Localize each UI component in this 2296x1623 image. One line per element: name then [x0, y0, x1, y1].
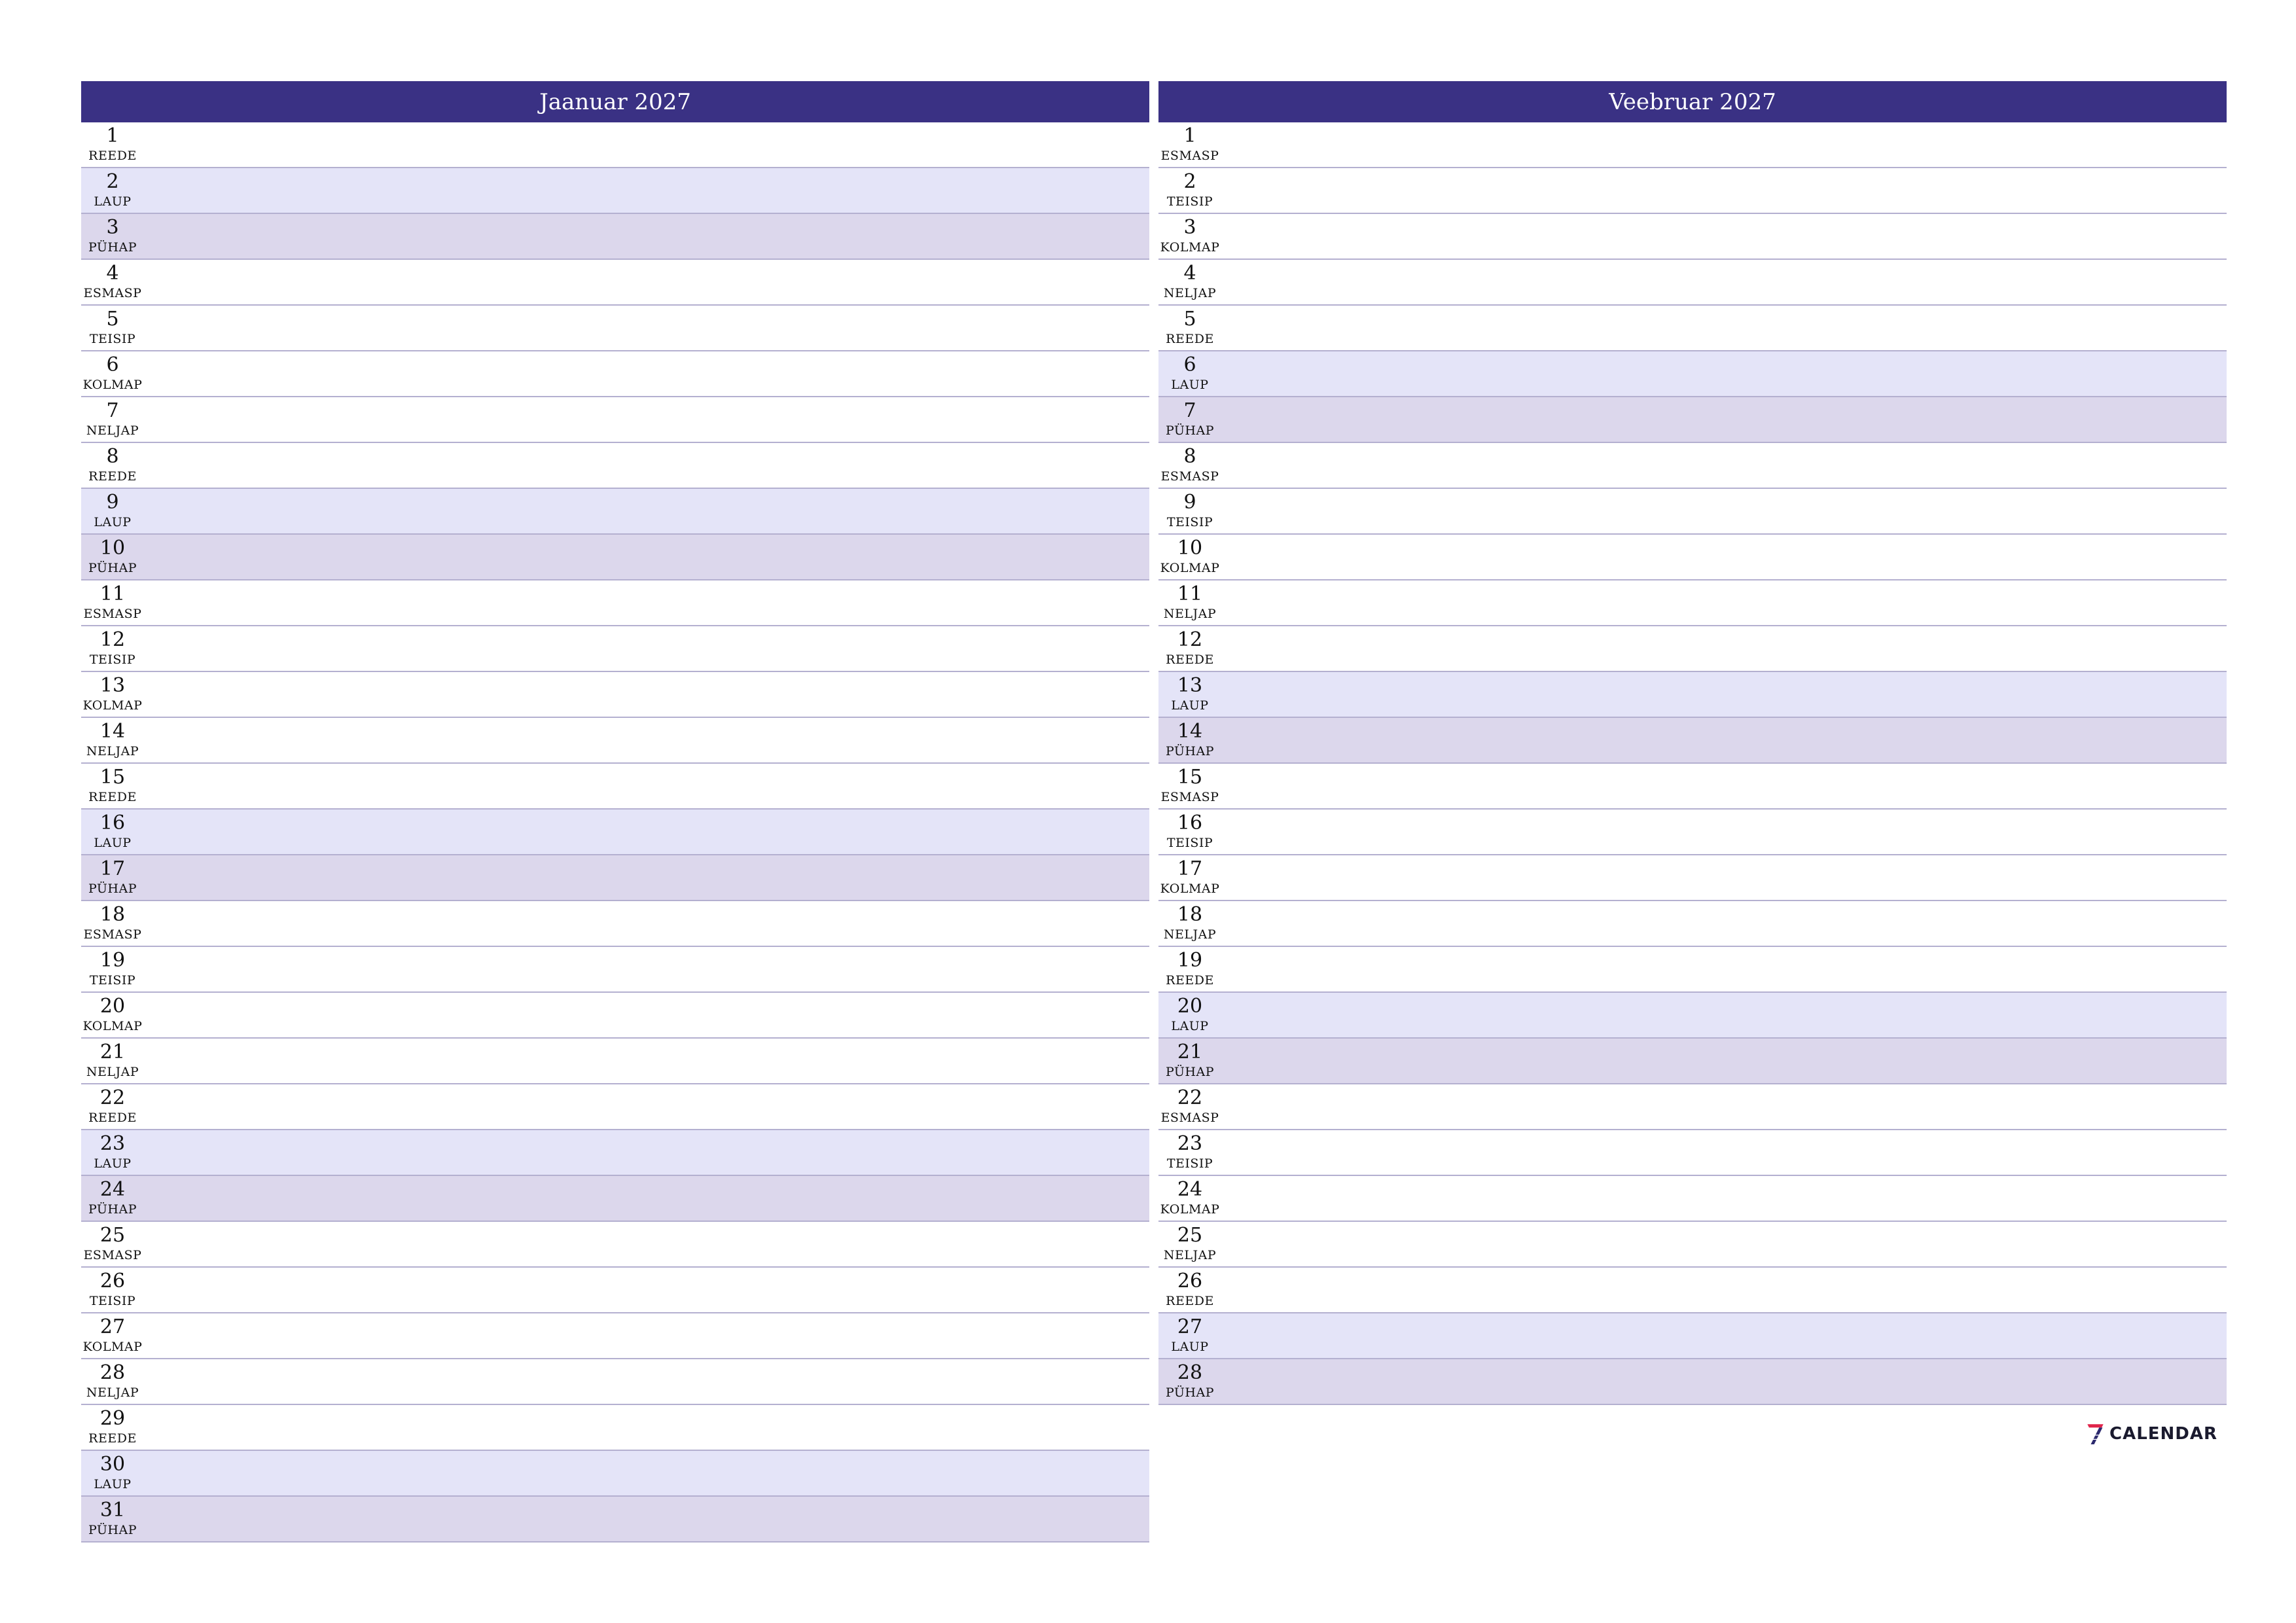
- weekday-name: NELJAP: [86, 1065, 139, 1079]
- weekday-name: ESMASP: [1160, 790, 1219, 804]
- day-row: [1158, 810, 2227, 855]
- day-number: 10: [1177, 537, 1203, 560]
- day-row: [81, 1222, 1149, 1268]
- weekday-name: NELJAP: [1163, 607, 1217, 621]
- weekday-name: LAUP: [94, 836, 132, 850]
- day-number: 22: [99, 1086, 126, 1109]
- day-number: 5: [1183, 308, 1196, 330]
- day-number: 15: [1177, 766, 1203, 789]
- day-row: [1158, 855, 2227, 901]
- day-number: 16: [1177, 812, 1203, 834]
- day-number: 23: [1177, 1132, 1203, 1155]
- day-number: 19: [1177, 949, 1203, 972]
- day-row: [1158, 214, 2227, 260]
- day-number: 6: [1183, 353, 1196, 376]
- weekday-name: TEISIP: [89, 1294, 136, 1308]
- day-number: 23: [99, 1132, 126, 1155]
- weekday-name: REEDE: [88, 1431, 137, 1446]
- day-number: 11: [99, 582, 126, 605]
- weekday-name: LAUP: [1171, 378, 1209, 392]
- day-number: 26: [1177, 1270, 1203, 1293]
- day-number: 14: [1177, 720, 1203, 743]
- weekday-name: NELJAP: [86, 1385, 139, 1400]
- day-number: 2: [1183, 170, 1196, 193]
- day-row: [81, 168, 1149, 214]
- day-row: [81, 1084, 1149, 1130]
- weekday-name: PÜHAP: [1165, 744, 1215, 758]
- weekday-name: PÜHAP: [88, 1202, 137, 1217]
- day-row: [81, 1039, 1149, 1084]
- day-number: 19: [99, 949, 126, 972]
- weekday-name: LAUP: [1171, 1340, 1209, 1354]
- day-row: [1158, 901, 2227, 947]
- weekday-name: REEDE: [88, 149, 137, 163]
- weekday-name: PÜHAP: [88, 882, 137, 896]
- weekday-name: NELJAP: [1163, 286, 1217, 300]
- day-number: 6: [106, 353, 119, 376]
- weekday-name: NELJAP: [86, 744, 139, 758]
- day-row: [81, 443, 1149, 489]
- day-number: 15: [99, 766, 126, 789]
- day-number: 7: [1183, 399, 1196, 422]
- day-number: 18: [1177, 903, 1203, 926]
- day-row: [81, 260, 1149, 306]
- weekday-name: LAUP: [94, 194, 132, 209]
- weekday-name: KOLMAP: [1160, 240, 1220, 255]
- day-number: 9: [1183, 491, 1196, 514]
- day-row: [81, 397, 1149, 443]
- day-row: [1158, 351, 2227, 397]
- day-row: [81, 626, 1149, 672]
- day-row: [1158, 1084, 2227, 1130]
- weekday-name: LAUP: [1171, 698, 1209, 713]
- day-number: 28: [1177, 1361, 1203, 1384]
- weekday-name: REEDE: [1166, 1294, 1214, 1308]
- day-row: [81, 1130, 1149, 1176]
- day-row: [81, 535, 1149, 580]
- weekday-name: REEDE: [88, 1111, 137, 1125]
- day-row: [1158, 122, 2227, 168]
- weekday-name: KOLMAP: [1160, 561, 1220, 575]
- weekday-name: ESMASP: [83, 1248, 142, 1262]
- day-number: 8: [106, 445, 119, 468]
- weekday-name: KOLMAP: [82, 1340, 143, 1354]
- logo-text: CALENDAR: [2109, 1424, 2217, 1444]
- day-row: [81, 1176, 1149, 1222]
- day-row: [81, 718, 1149, 764]
- weekday-name: LAUP: [94, 515, 132, 529]
- day-number: 20: [99, 995, 126, 1018]
- day-number: 11: [1177, 582, 1203, 605]
- day-row: [1158, 1130, 2227, 1176]
- day-number: 1: [106, 124, 119, 147]
- day-row: [81, 764, 1149, 810]
- weekday-name: ESMASP: [1160, 469, 1219, 484]
- day-number: 26: [99, 1270, 126, 1293]
- weekday-name: TEISIP: [1166, 194, 1213, 209]
- day-number: 3: [106, 216, 119, 239]
- day-number: 5: [106, 308, 119, 330]
- weekday-name: REEDE: [1166, 652, 1214, 667]
- day-row: [81, 122, 1149, 168]
- day-row: [1158, 1359, 2227, 1405]
- weekday-name: TEISIP: [1166, 836, 1213, 850]
- weekday-name: ESMASP: [83, 927, 142, 942]
- month-title: Veebruar 2027: [1158, 81, 2227, 122]
- day-number: 17: [1177, 857, 1203, 880]
- day-number: 12: [99, 628, 126, 651]
- day-row: [1158, 947, 2227, 993]
- day-row: [1158, 1222, 2227, 1268]
- weekday-name: KOLMAP: [82, 378, 143, 392]
- day-row: [1158, 672, 2227, 718]
- day-number: 10: [99, 537, 126, 560]
- weekday-name: TEISIP: [89, 652, 136, 667]
- day-row: [81, 855, 1149, 901]
- weekday-name: TEISIP: [1166, 1156, 1213, 1171]
- weekday-name: PÜHAP: [88, 1523, 137, 1537]
- weekday-name: PÜHAP: [88, 561, 137, 575]
- day-number: 25: [99, 1224, 126, 1247]
- day-number: 13: [1177, 674, 1203, 697]
- weekday-name: REEDE: [1166, 332, 1214, 346]
- weekday-name: KOLMAP: [82, 698, 143, 713]
- day-row: [81, 214, 1149, 260]
- day-row: [1158, 764, 2227, 810]
- weekday-name: NELJAP: [1163, 927, 1217, 942]
- day-number: 4: [106, 262, 119, 285]
- weekday-name: KOLMAP: [1160, 1202, 1220, 1217]
- day-row: [81, 1359, 1149, 1405]
- weekday-name: TEISIP: [89, 332, 136, 346]
- weekday-name: LAUP: [94, 1156, 132, 1171]
- day-number: 12: [1177, 628, 1203, 651]
- day-list: [1158, 122, 2227, 1405]
- day-row: [1158, 397, 2227, 443]
- day-number: 31: [99, 1499, 126, 1522]
- day-number: 22: [1177, 1086, 1203, 1109]
- weekday-name: ESMASP: [1160, 1111, 1219, 1125]
- weekday-name: TEISIP: [1166, 515, 1213, 529]
- weekday-name: PÜHAP: [1165, 1385, 1215, 1400]
- day-number: 14: [99, 720, 126, 743]
- day-row: [1158, 580, 2227, 626]
- day-row: [1158, 993, 2227, 1039]
- day-row: [81, 580, 1149, 626]
- day-row: [1158, 1313, 2227, 1359]
- weekday-name: KOLMAP: [82, 1019, 143, 1033]
- day-number: 30: [99, 1453, 126, 1476]
- day-row: [81, 1497, 1149, 1543]
- day-row: [81, 1268, 1149, 1313]
- day-row: [81, 993, 1149, 1039]
- day-row: [81, 1313, 1149, 1359]
- day-number: 27: [99, 1315, 126, 1338]
- day-number: 24: [1177, 1178, 1203, 1201]
- weekday-name: NELJAP: [86, 423, 139, 438]
- weekday-name: REEDE: [88, 469, 137, 484]
- weekday-name: LAUP: [94, 1477, 132, 1491]
- day-number: 17: [99, 857, 126, 880]
- day-row: [1158, 1176, 2227, 1222]
- day-number: 20: [1177, 995, 1203, 1018]
- day-row: [81, 489, 1149, 535]
- weekday-name: REEDE: [1166, 973, 1214, 988]
- day-number: 4: [1183, 262, 1196, 285]
- weekday-name: PÜHAP: [1165, 423, 1215, 438]
- day-row: [81, 810, 1149, 855]
- day-row: [81, 351, 1149, 397]
- day-row: [81, 1405, 1149, 1451]
- weekday-name: NELJAP: [1163, 1248, 1217, 1262]
- day-number: 16: [99, 812, 126, 834]
- day-list: [81, 122, 1149, 1543]
- weekday-name: ESMASP: [83, 286, 142, 300]
- weekday-name: ESMASP: [1160, 149, 1219, 163]
- day-number: 3: [1183, 216, 1196, 239]
- day-row: [1158, 535, 2227, 580]
- day-row: [81, 1451, 1149, 1497]
- day-row: [1158, 260, 2227, 306]
- day-number: 1: [1183, 124, 1196, 147]
- day-row: [1158, 718, 2227, 764]
- day-number: 7: [106, 399, 119, 422]
- day-row: [1158, 168, 2227, 214]
- weekday-name: PÜHAP: [88, 240, 137, 255]
- day-row: [81, 306, 1149, 351]
- day-number: 8: [1183, 445, 1196, 468]
- day-number: 29: [99, 1407, 126, 1430]
- day-row: [81, 901, 1149, 947]
- weekday-name: LAUP: [1171, 1019, 1209, 1033]
- month-title: Jaanuar 2027: [81, 81, 1149, 122]
- month-january: [81, 81, 1149, 1543]
- brand-logo: [2087, 1415, 2217, 1453]
- day-number: 2: [106, 170, 119, 193]
- day-number: 13: [99, 674, 126, 697]
- weekday-name: KOLMAP: [1160, 882, 1220, 896]
- day-row: [1158, 626, 2227, 672]
- weekday-name: REEDE: [88, 790, 137, 804]
- day-number: 9: [106, 491, 119, 514]
- day-number: 21: [99, 1041, 126, 1063]
- day-number: 18: [99, 903, 126, 926]
- seven-logo-icon: [2087, 1416, 2104, 1452]
- day-row: [81, 672, 1149, 718]
- day-number: 28: [99, 1361, 126, 1384]
- weekday-name: PÜHAP: [1165, 1065, 1215, 1079]
- day-number: 21: [1177, 1041, 1203, 1063]
- day-number: 25: [1177, 1224, 1203, 1247]
- weekday-name: TEISIP: [89, 973, 136, 988]
- weekday-name: ESMASP: [83, 607, 142, 621]
- day-number: 24: [99, 1178, 126, 1201]
- day-row: [1158, 1268, 2227, 1313]
- day-row: [81, 947, 1149, 993]
- day-number: 27: [1177, 1315, 1203, 1338]
- month-february: [1158, 81, 2227, 1405]
- day-row: [1158, 489, 2227, 535]
- day-row: [1158, 443, 2227, 489]
- day-row: [1158, 1039, 2227, 1084]
- day-row: [1158, 306, 2227, 351]
